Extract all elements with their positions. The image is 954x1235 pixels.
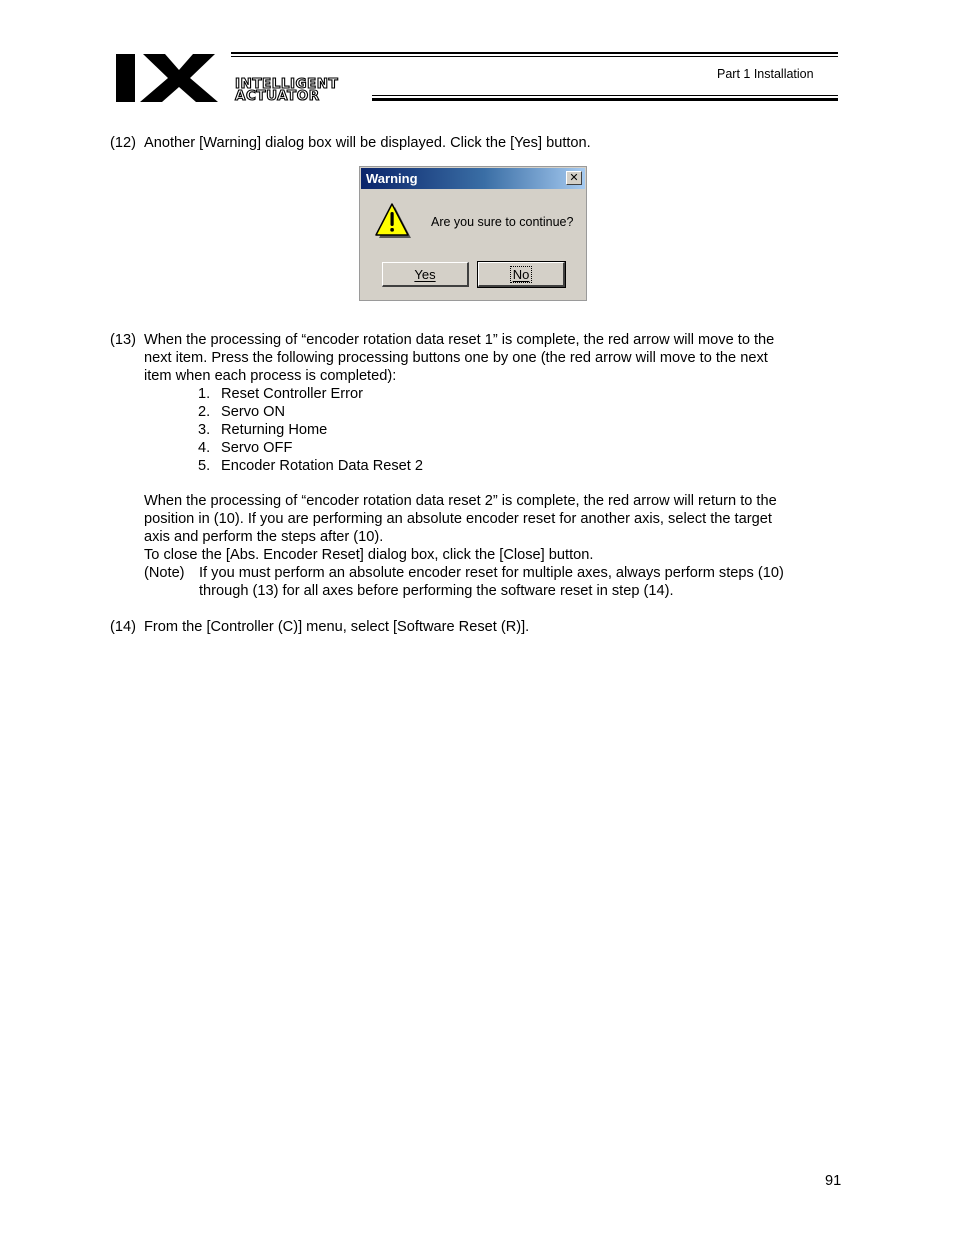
note-label: (Note) bbox=[144, 565, 185, 581]
step-13-number: (13) bbox=[110, 332, 136, 348]
header-rule-bottom-thin bbox=[372, 95, 838, 96]
list-item-number: 4. bbox=[198, 440, 211, 456]
list-item-number: 1. bbox=[198, 386, 211, 402]
section-title: Part 1 Installation bbox=[717, 67, 814, 81]
list-item-text: Servo OFF bbox=[221, 440, 293, 456]
ix-logo bbox=[116, 52, 228, 102]
list-item-text: Reset Controller Error bbox=[221, 386, 363, 402]
dialog-message: Are you sure to continue? bbox=[431, 215, 574, 229]
list-item-text: Encoder Rotation Data Reset 2 bbox=[221, 458, 423, 474]
step-13-para2-line-3: axis and perform the steps after (10). bbox=[144, 529, 384, 545]
yes-button-label: Yes bbox=[414, 266, 436, 282]
page-number: 91 bbox=[825, 1173, 842, 1189]
brand-ix-text bbox=[0, 0, 1, 1]
warning-dialog bbox=[359, 166, 587, 301]
header-rule-top-thin bbox=[231, 56, 838, 57]
list-item-number: 2. bbox=[198, 404, 211, 420]
step-13-line-1: When the processing of “encoder rotation data reset 1” is complete, the red arrow will move to the bbox=[144, 332, 775, 348]
list-item-number: 5. bbox=[198, 458, 211, 474]
header-rule-bottom-thick bbox=[372, 98, 838, 101]
dialog-title-bar bbox=[361, 168, 585, 189]
step-13-line-3: item when each process is completed): bbox=[144, 368, 397, 384]
step-13-para2-line-2: position in (10). If you are performing an absolute encoder reset for another axis, select the target bbox=[144, 511, 772, 527]
list-item-number: 3. bbox=[198, 422, 211, 438]
brand-line-intelligent: INTELLIGENT bbox=[235, 76, 339, 92]
note-line-1: If you must perform an absolute encoder reset for multiple axes, always perform steps (10) bbox=[199, 565, 784, 581]
step-13-close-line: To close the [Abs. Encoder Reset] dialog box, click the [Close] button. bbox=[144, 547, 594, 563]
step-14-number: (14) bbox=[110, 619, 136, 635]
dialog-title: Warning bbox=[366, 171, 418, 186]
step-13-para2-line-1: When the processing of “encoder rotation data reset 2” is complete, the red arrow will return to the bbox=[144, 493, 777, 509]
no-button-label: No bbox=[510, 266, 533, 283]
note-line-2: through (13) for all axes before performing the software reset in step (14). bbox=[199, 583, 674, 599]
header-rule-top-thick bbox=[231, 52, 838, 54]
step-14-text: From the [Controller (C)] menu, select [Software Reset (R)]. bbox=[144, 619, 530, 635]
step-13-line-2: next item. Press the following processing buttons one by one (the red arrow will move to the next bbox=[144, 350, 768, 366]
list-item-text: Returning Home bbox=[221, 422, 328, 438]
list-item-text: Servo ON bbox=[221, 404, 286, 420]
step-12-number: (12) bbox=[110, 135, 136, 151]
no-button[interactable] bbox=[478, 262, 565, 287]
close-icon[interactable]: ✕ bbox=[566, 171, 582, 185]
warning-icon bbox=[374, 203, 412, 239]
yes-button[interactable] bbox=[382, 262, 469, 287]
step-12-text: Another [Warning] dialog box will be displayed. Click the [Yes] button. bbox=[144, 135, 591, 151]
brand-line-actuator: ACTUATOR bbox=[235, 88, 320, 104]
